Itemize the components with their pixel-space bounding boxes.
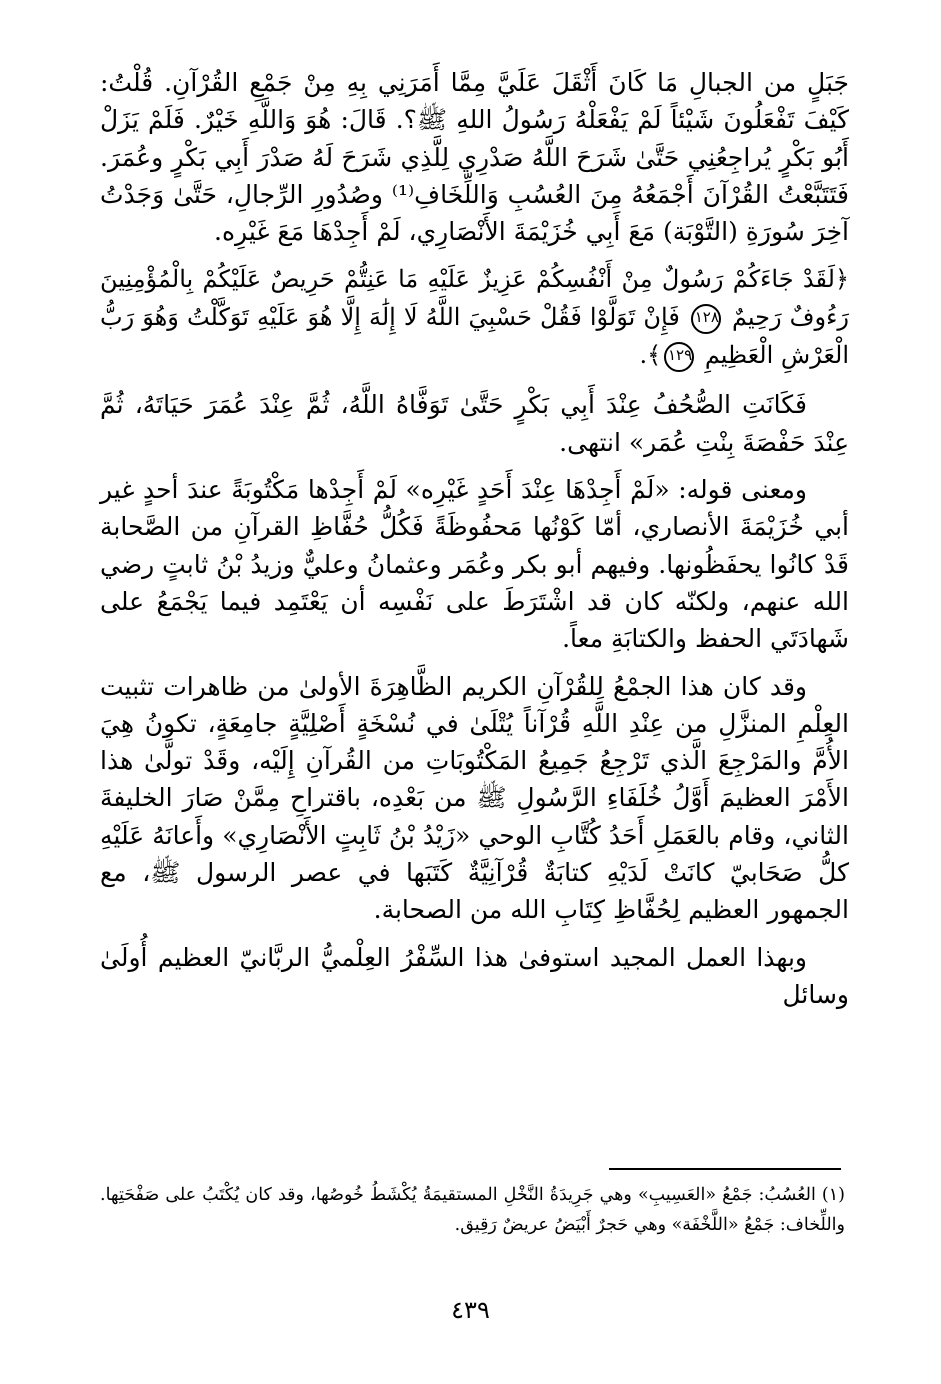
ayah-number-128: ١٢٨ — [691, 304, 721, 334]
verse-open-bracket: ﴿ — [834, 265, 849, 294]
paragraph-4: وقد كان هذا الجمْعُ لِلقُرْآنِ الكريم الظَّاهِرَةَ الأولىٰ من ظاهرات تثبيت العِلْمِ المنزَّلِ من عِنْدِ اللَّهِ قُرْآناً يُتْلَىٰ في نُسْخَةٍ أَصْلِيَّةٍ جامِعَةٍ، تكونُ هِيَ الأُمَّ والمَرْجِعَ الَّذي تَرْجِعُ جَمِيعُ المَكْتُوبَاتِ من القُرآنِ إِلَيْه، وقَدْ تولَّىٰ هذا الأَمْرَ العظيمَ أَوَّلُ خُلَفَاءِ الرَّسُولِ ﷺ من بَعْدِه، باقتراحِ مِمَّنْ صَارَ الخليفةَ الثاني، وقام بالعَمَلِ أَحَدُ كُتَّابِ الوحي «زَيْدُ بْنُ ثَابِتٍ الأَنْصَارِي» وأَعانَهُ عَلَيْهِ كلُّ صَحَابيّ كانَتْ لَدَيْهِ كتابَةٌ قُرْآنِيَّةٌ كَتَبَها في عصر الرسول ﷺ، مع الجمهور العظيم لِحُفَّاظِ كِتَابِ الله من الصحابة. — [100, 671, 849, 925]
paragraph-5: وبهذا العمل المجيد استوفىٰ هذا السِّفْرُ العِلْميُّ الربَّانيّ العظيم أُولَىٰ وسائل — [100, 942, 849, 1009]
footnotes — [100, 1180, 845, 1240]
footnote-1: (١) العُسُبُ: جَمْعُ «العَسِيبِ» وهي جَرِيدَةُ النَّخْلِ المستقيمَةُ يُكْشَطُ خُوصُها، وقد كان يُكْتَبُ على صَفْحَتِها. واللِّخاف: جَمْعُ «اللَّخْفَة» وهي حَجرٌ أَبْيَضُ عريضٌ رَقِيق. — [100, 1185, 845, 1235]
paragraph-1: جَبَلٍ من الجبالِ مَا كَانَ أَثْقَلَ عَلَيَّ مِمَّا أَمَرَنِي بِهِ مِنْ جَمْعِ القُرْآنِ. قُلْتُ: كَيْفَ تَفْعَلُونَ شَيْئاً لَمْ يَفْعَلْهُ رَسُولُ اللهِ ﷺ؟. قَالَ: هُوَ وَاللَّهِ خَيْرٌ. فَلَمْ يَزَلْ أَبُو بَكْرٍ يُراجِعُنِي حَتَّىٰ شَرَحَ اللَّهُ صَدْرِي لِلَّذِي شَرَحَ لَهُ صَدْرَ أَبِي بَكْرٍ وعُمَرَ. فَتَتَبَّعْتُ القُرْآنَ أَجْمَعُهُ مِنَ العُسُبِ وَاللِّخَافِ⁽¹⁾ وصُدُورِ الرِّجالِ، حَتَّىٰ وَجَدْتُ آخِرَ سُورَةِ (التَّوْبَة) مَعَ أَبِي خُزَيْمَةَ الأَنْصَارِي، لَمْ أَجِدْهَا مَعَ غَيْرِه. — [100, 68, 849, 247]
verse-part-1: لَقَدْ جَاءَكُمْ رَسُولٌ مِنْ أَنْفُسِكُمْ عَزِيزٌ عَلَيْهِ مَا عَنِتُّمْ حَرِيصٌ عَلَيْكُمْ بِالْمُؤْمِنِينَ رَءُوفٌ رَحِيمٌ — [100, 265, 849, 332]
quran-verse — [100, 260, 849, 374]
main-text — [100, 64, 849, 1023]
verse-part-2: فَإِنْ تَوَلَّوْا فَقُلْ حَسْبِيَ اللَّهُ لَا إِلَٰهَ إِلَّا هُوَ عَلَيْهِ تَوَكَّلْتُ وَهُوَ رَبُّ الْعَرْشِ الْعَظِيمِ — [100, 303, 849, 370]
paragraph-3: ومعنى قوله: «لَمْ أَجِدْهَا عِنْدَ أَحَدٍ غَيْرِه» لَمْ أَجِدْها مَكْتُوبَةً عندَ أحدٍ غير أبي خُزَيْمَةَ الأنصاري، أمّا كَوْنُها مَحفُوظَةً فَكُلُّ حُفَّاظِ القرآنِ من الصَّحابة قَدْ كانُوا يحفَظُونها. وفيهم أبو بكر وعُمَر وعثمانُ وعليٌّ وزيدُ بْنُ ثابتٍ رضي الله عنهم، ولكنّه كان قد اشْتَرَطَ على نَفْسِه أن يَعْتَمِد فيما يَجْمَعُ على شَهادَتَي الحفظ والكتابَةِ معاً. — [100, 475, 849, 654]
page-number: ٤٣٩ — [451, 1296, 490, 1324]
footnote-divider — [609, 1168, 841, 1170]
ayah-number-129: ١٢٩ — [664, 342, 694, 372]
verse-close-bracket: ﴾. — [639, 341, 662, 370]
paragraph-2: فَكَانَتِ الصُّحُفُ عِنْدَ أَبِي بَكْرٍ حَتَّىٰ تَوَفَّاهُ اللَّهُ، ثُمَّ عِنْدَ عُمَرَ حَيَاتَهُ، ثُمَّ عِنْدَ حَفْصَةَ بِنْتِ عُمَر» انتهى. — [100, 390, 849, 457]
